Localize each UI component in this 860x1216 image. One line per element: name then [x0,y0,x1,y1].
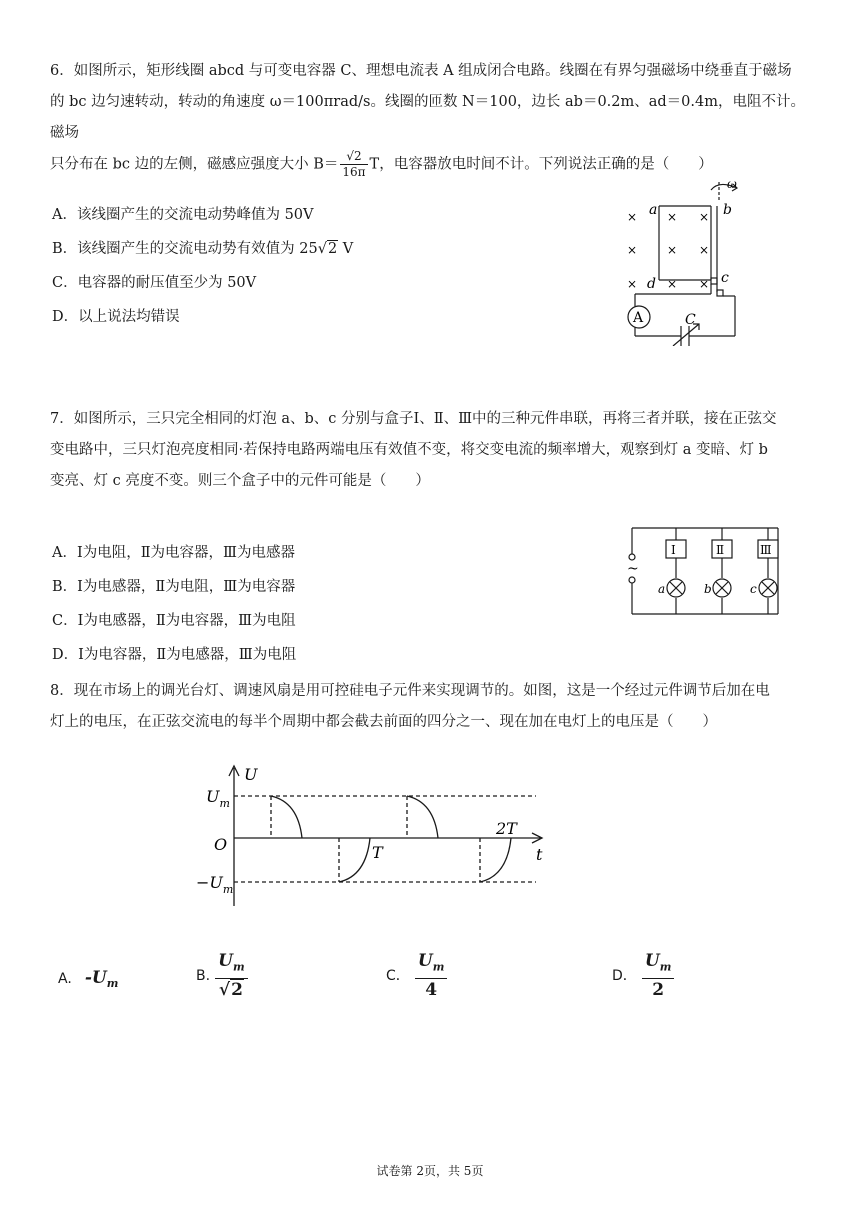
svg-text:c: c [750,582,757,596]
svg-text:Ⅰ: Ⅰ [671,543,676,557]
svg-text:×: × [627,243,638,257]
svg-text:ω: ω [727,177,737,191]
svg-text:Ⅲ: Ⅲ [760,543,772,557]
svg-text:×: × [667,243,678,257]
svg-text:A: A [633,310,644,326]
svg-text:t: t [536,845,543,864]
q6-option-b[interactable]: B．该线圈产生的交流电动势有效值为 25√2 V [52,241,354,257]
svg-text:×: × [699,210,710,224]
svg-text:a: a [649,202,658,218]
svg-text:×: × [667,277,678,291]
svg-text:×: × [667,210,678,224]
svg-text:d: d [647,276,656,292]
q6-line2: 的 bc 边匀速转动，转动的角速度 ω＝100πrad/s。线圈的匝数 N＝100，边长 ab＝0.2m、ad＝0.4m，电阻不计。磁场 [50,94,805,141]
svg-text:C: C [685,312,696,328]
page-footer: 试卷第 2页，共 5页 [376,1164,484,1178]
q8-option-b[interactable]: B. $\frac{U_m}{√2}$ [196,950,248,1001]
q7-line3: 变亮、灯 c 亮度不变。则三个盒子中的元件可能是（ ） [50,473,430,489]
svg-text:O: O [214,835,228,854]
q8-option-d[interactable]: D． $\frac{U_m}{2}$ [612,950,674,1001]
svg-text:Ⅱ: Ⅱ [716,543,725,557]
svg-text:−Um: $-U_m$ [196,873,234,896]
svg-text:a: a [658,582,666,596]
q8-text [50,676,810,738]
q7-option-a[interactable]: A．Ⅰ为电阻，Ⅱ为电容器，Ⅲ为电感器 [52,545,296,561]
q6-option-d[interactable]: D．以上说法均错误 [52,309,180,325]
svg-text:T: T [372,843,383,862]
svg-text:2T: 2T [496,819,517,838]
q6-line3: 只分布在 bc 边的左侧，磁感应强度大小 B＝ $\frac{√2}{16\pi}$ T，电容器放电时间不计。下列说法正确的是（ ） [50,149,713,179]
svg-text:c: c [721,270,729,286]
q8-line2: 灯上的电压，在正弦交流电的每半个周期中都会截去前面的四分之一、现在加在电灯上的电压是（ ） [50,714,717,730]
q8-option-a[interactable]: A. $-U_m$ [58,968,119,991]
magnetic-field-crosses [627,210,709,291]
q6-b-fraction: $\frac{√2}{16\pi}$ [342,149,366,179]
q8-voltage-graph [196,762,566,912]
svg-text:×: × [699,243,710,257]
svg-text:~: ~ [627,561,639,577]
svg-text:×: × [627,210,638,224]
q7-option-b[interactable]: B．Ⅰ为电感器，Ⅱ为电阻，Ⅲ为电容器 [52,579,296,595]
q7-option-c[interactable]: C．Ⅰ为电感器，Ⅱ为电容器，Ⅲ为电阻 [52,613,296,629]
svg-text:b: b [723,202,732,218]
svg-text:×: × [627,277,638,291]
svg-text:Um: $U_m$ [206,787,230,810]
q6-option-a[interactable]: A．该线圈产生的交流电动势峰值为 50V [52,207,314,223]
q6-line1: 6．如图所示，矩形线圈 abcd 与可变电容器 C、理想电流表 A 组成闭合电路。线圈在有界匀强磁场中绕垂直于磁场 [50,63,792,79]
q7-line2: 变电路中，三只灯泡亮度相同·若保持电路两端电压有效值不变，将交变电流的频率增大，观察到灯 a 变暗、灯 b [50,442,768,458]
q7-line1: 7．如图所示，三只完全相同的灯泡 a、b、c 分别与盒子Ⅰ、Ⅱ、Ⅲ中的三种元件串联，再将三者并联，接在正弦交 [50,411,777,427]
q7-option-d[interactable]: D．Ⅰ为电容器，Ⅱ为电感器，Ⅲ为电阻 [52,647,297,663]
q6-option-c[interactable]: C．电容器的耐压值至少为 50V [52,275,257,291]
svg-text:×: × [699,277,710,291]
q6-coil-diagram [615,176,755,346]
q8-option-c[interactable]: C． $\frac{U_m}{4}$ [386,950,447,1001]
q6-text [50,56,810,181]
q8-line1: 8．现在市场上的调光台灯、调速风扇是用可控硅电子元件来实现调节的。如图，这是一个经过元件调节后加在电 [50,683,770,699]
q7-circuit-diagram [618,522,788,622]
svg-text:U: U [244,765,258,784]
q7-text [50,404,810,497]
svg-text:b: b [704,582,712,596]
